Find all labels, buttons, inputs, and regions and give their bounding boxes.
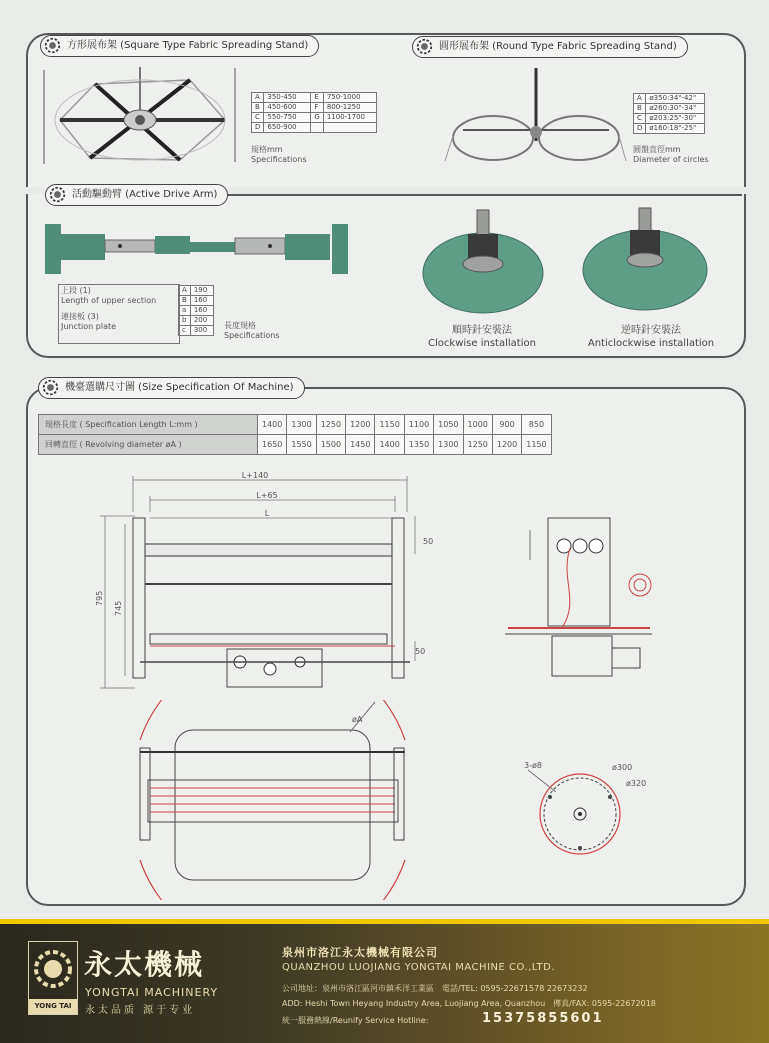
arm-table-frame	[58, 284, 180, 344]
front-view-drawing	[95, 466, 440, 696]
round-stand-title: 圓形展布架 (Round Type Fabric Spreading Stand)	[439, 41, 677, 52]
dim-l65: L+65	[256, 491, 278, 500]
company-en: QUANZHOU LUOJIANG YONGTAI MACHINE CO.,LTD.	[282, 962, 555, 973]
round-spec-label: 圓盤直徑mm Diameter of circles	[633, 145, 709, 164]
dim-3-holes: 3-ø8	[524, 761, 542, 770]
dim-oa: øA	[352, 715, 363, 724]
square-spec-label: 規格mm Specifications	[251, 145, 307, 164]
hotline-label: 統一服務熱線/Reunify Service Hotline:	[282, 1016, 429, 1025]
gear-icon	[42, 379, 59, 396]
dim-l: L	[264, 509, 270, 518]
dim-745: 745	[114, 600, 123, 616]
size-spec-header	[38, 377, 305, 399]
size-spec-title: 機臺選購尺寸圖 (Size Specification Of Machine)	[65, 382, 294, 393]
company-logo	[28, 941, 78, 1015]
dim-50-bottom: 50	[415, 647, 426, 656]
round-stand-header	[412, 36, 688, 58]
arm-row-labels: 上段 (1) Length of upper section 連接板 (3) Junction plate	[61, 286, 157, 331]
dim-320: ø320	[626, 779, 647, 788]
square-stand-image	[40, 62, 240, 172]
hotline-number: 15375855601	[482, 1011, 604, 1026]
square-stand-header	[40, 35, 319, 57]
anticlockwise-disk-image	[580, 204, 710, 312]
drive-arm-header	[45, 184, 228, 206]
gear-icon	[44, 37, 61, 54]
side-view-drawing	[500, 500, 665, 695]
dim-l140: L+140	[241, 471, 269, 480]
round-stand-image	[443, 66, 628, 166]
address-cn: 公司地址：泉州市洛江區河市鎮禾洋工業區 電話/TEL: 0595-22671578 22673232	[282, 984, 588, 993]
dim-300: ø300	[612, 763, 633, 772]
anticlockwise-caption: 逆時針安裝法 Anticlockwise installation	[587, 325, 715, 349]
gear-logo-icon	[29, 942, 77, 996]
address-en: ADD: Heshi Town Heyang Industry Area, Luojiang Area, Quanzhou 傳真/FAX: 0595-22672018	[282, 999, 656, 1008]
length-row: 規格長度 ( Specification Length L:mm ) 1400 1300 1250 1200 1150 1100 1050 1000 900 850	[39, 415, 552, 435]
footer	[0, 919, 769, 1043]
brand-cn: 永太機械	[84, 948, 205, 981]
clockwise-caption: 順時針安裝法 Clockwise installation	[428, 325, 536, 349]
drive-arm-title: 活動驅動臂 (Active Drive Arm)	[72, 189, 218, 200]
arm-spec-table: A 190 B 160 a 160 b 200 c 300	[178, 285, 214, 336]
square-spec-table: A 350-450 E 750-1000 B 450-600 F 800-1250 C 550-750 G 1100-1700 D 650-900	[251, 92, 377, 133]
clockwise-disk-image	[420, 206, 546, 314]
slogan: 永太品质 源于专业	[85, 1005, 196, 1016]
logo-text: YONG TAI	[29, 999, 77, 1014]
gear-icon	[416, 38, 433, 55]
gear-icon	[49, 186, 66, 203]
brand-en: YONGTAI MACHINERY	[85, 986, 219, 999]
diameter-row: 回轉直徑 ( Revolving diameter øA ) 1650 1550 1500 1450 1400 1350 1300 1250 1200 1150	[39, 435, 552, 455]
dim-795: 795	[95, 590, 104, 606]
square-stand-title: 方形展布架 (Square Type Fabric Spreading Stand)	[67, 40, 309, 51]
dim-50-top: 50	[423, 537, 434, 546]
size-spec-table	[38, 414, 552, 455]
round-spec-table: A ø350:34"-42" B ø260:30"-34" C ø203:25"-30" D ø160:18"-25"	[633, 93, 705, 134]
arm-spec-label: 長度規格 Specifications	[224, 321, 280, 340]
disk-plan-drawing	[520, 752, 655, 872]
company-cn: 泉州市洛江永太機械有限公司	[282, 946, 438, 959]
drive-arm-image	[40, 220, 355, 278]
top-view-drawing	[120, 700, 425, 900]
